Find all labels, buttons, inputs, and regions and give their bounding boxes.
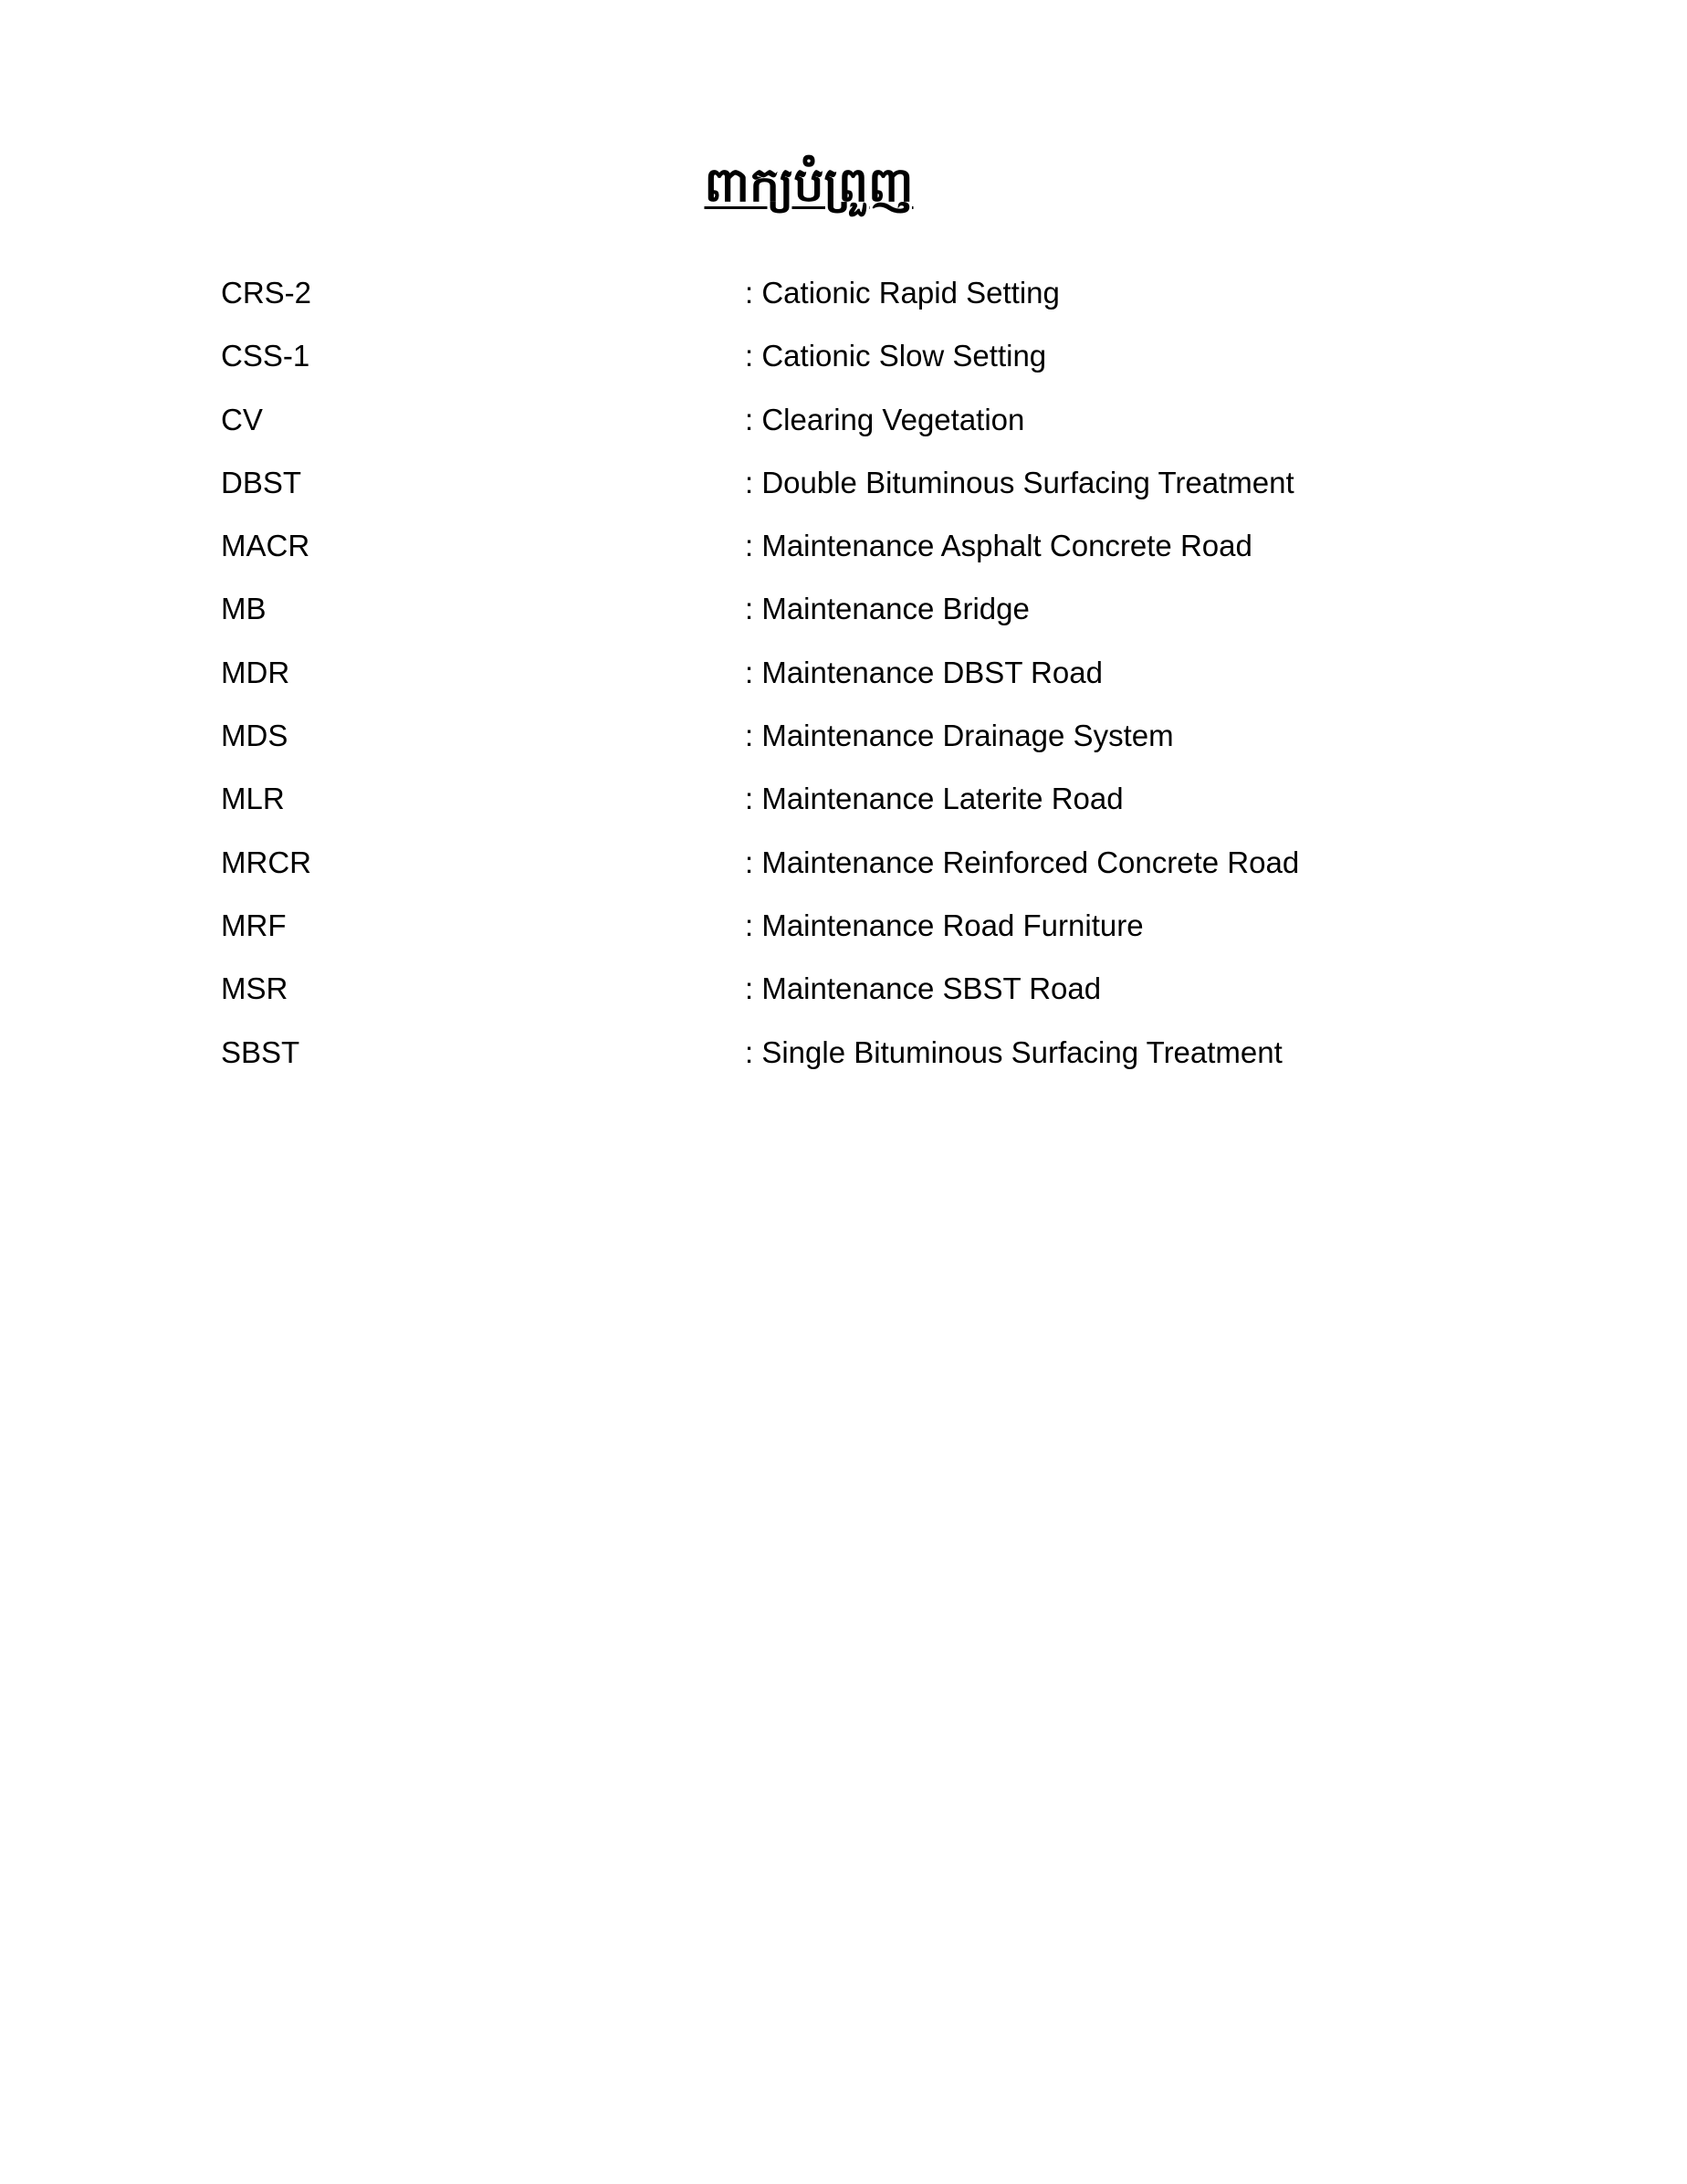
page-title: ពាក្យបំព្រួញ (704, 157, 914, 213)
abbreviation-term: MSR (221, 971, 288, 1006)
abbreviation-row (221, 270, 1499, 333)
abbreviation-definition: : Cationic Rapid Setting (745, 276, 1060, 310)
abbreviation-term: MDS (221, 719, 288, 753)
abbreviation-term: MRF (221, 908, 287, 942)
abbreviation-row (221, 650, 1499, 713)
abbreviation-term: MB (221, 592, 267, 626)
abbreviation-term: MLR (221, 782, 285, 816)
abbreviation-row (221, 397, 1499, 460)
abbreviation-row (221, 586, 1499, 649)
abbreviation-row (221, 523, 1499, 586)
abbreviation-definition: : Maintenance Road Furniture (745, 908, 1144, 942)
abbreviation-row (221, 1030, 1499, 1093)
abbreviation-row (221, 966, 1499, 1029)
abbreviation-term: MDR (221, 655, 290, 689)
abbreviation-definition: : Single Bituminous Surfacing Treatment (745, 1034, 1283, 1069)
abbreviation-term: CSS-1 (221, 339, 310, 373)
abbreviation-row (221, 776, 1499, 839)
abbreviation-definition: : Maintenance SBST Road (745, 971, 1102, 1006)
abbreviation-definition: : Clearing Vegetation (745, 402, 1025, 436)
abbreviation-term: MRCR (221, 845, 311, 879)
abbreviation-term: SBST (221, 1034, 300, 1069)
abbreviation-definition: : Maintenance Laterite Road (745, 782, 1124, 816)
abbreviation-row (221, 840, 1499, 903)
abbreviation-definition: : Maintenance Reinforced Concrete Road (745, 845, 1300, 879)
abbreviation-definition: : Cationic Slow Setting (745, 339, 1047, 373)
abbreviation-term: MACR (221, 529, 310, 563)
abbreviation-term: CRS-2 (221, 276, 312, 310)
abbreviation-term: DBST (221, 465, 302, 499)
abbreviation-definition: : Maintenance Bridge (745, 592, 1030, 626)
abbreviation-definition: : Maintenance Asphalt Concrete Road (745, 529, 1252, 563)
abbreviation-row (221, 903, 1499, 966)
abbreviation-list (221, 270, 1499, 1093)
abbreviation-definition: : Maintenance Drainage System (745, 719, 1174, 753)
abbreviation-term: CV (221, 402, 263, 436)
abbreviation-definition: : Double Bituminous Surfacing Treatment (745, 465, 1294, 499)
abbreviation-row (221, 333, 1499, 396)
abbreviation-row (221, 713, 1499, 776)
abbreviation-row (221, 460, 1499, 523)
abbreviation-definition: : Maintenance DBST Road (745, 655, 1103, 689)
